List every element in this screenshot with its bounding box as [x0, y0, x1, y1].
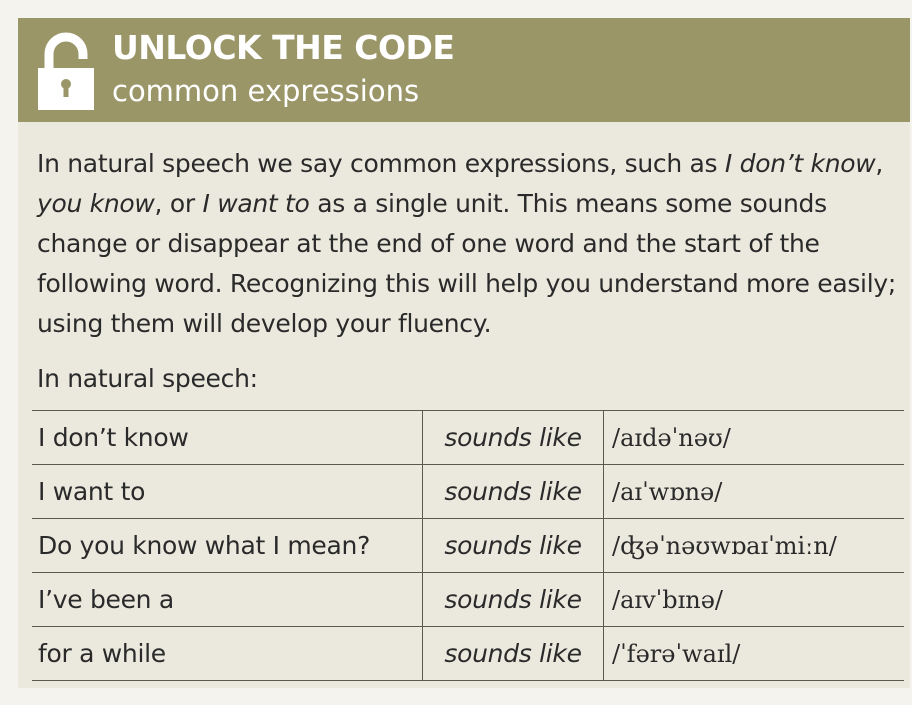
example-expression: I want to — [202, 189, 310, 218]
pronunciation-cell: /aɪˈwɒnə/ — [604, 465, 905, 519]
sounds-like-cell: sounds like — [423, 465, 604, 519]
unlock-the-code-box — [18, 18, 910, 688]
pronunciation-cell: /ˈfərəˈwaɪl/ — [604, 627, 905, 681]
pronunciation-cell: /ʤəˈnəʊwɒaɪˈmiːn/ — [604, 519, 905, 573]
table-row — [32, 519, 904, 573]
paragraph-text: In natural speech we say common expressions, such as — [37, 149, 725, 178]
phrase-cell: Do you know what I mean? — [32, 519, 423, 573]
sounds-like-cell: sounds like — [423, 573, 604, 627]
table-row — [32, 465, 904, 519]
sounds-like-cell: sounds like — [423, 411, 604, 465]
paragraph-text: , or — [154, 189, 203, 218]
table-row — [32, 627, 904, 681]
table-row — [32, 573, 904, 627]
paragraph-text: , — [875, 149, 884, 178]
paragraph-text: as a single unit. This means some sounds change or disappear at the end of one word and the start of the following word. Recognizing this will help you understand more easily; using them will develop your fluency. — [37, 189, 896, 338]
example-expression: you know — [37, 189, 155, 218]
example-expression: I don’t know — [724, 149, 876, 178]
expressions-table — [32, 410, 904, 681]
phrase-cell: I’ve been a — [32, 573, 423, 627]
pronunciation-cell: /aɪvˈbɪnə/ — [604, 573, 905, 627]
phrase-cell: for a while — [32, 627, 423, 681]
sounds-like-cell: sounds like — [423, 627, 604, 681]
phrase-cell: I don’t know — [32, 411, 423, 465]
pronunciation-cell: /aɪdəˈnəʊ/ — [604, 411, 905, 465]
sounds-like-cell: sounds like — [423, 519, 604, 573]
padlock-open-icon — [38, 32, 94, 110]
section-subtitle: common expressions — [112, 74, 420, 108]
section-header — [18, 18, 910, 122]
section-title: UNLOCK THE CODE — [112, 28, 455, 67]
phrase-cell: I want to — [32, 465, 423, 519]
explanation-paragraph — [37, 144, 903, 344]
table-intro: In natural speech: — [37, 364, 258, 393]
table-row — [32, 411, 904, 465]
